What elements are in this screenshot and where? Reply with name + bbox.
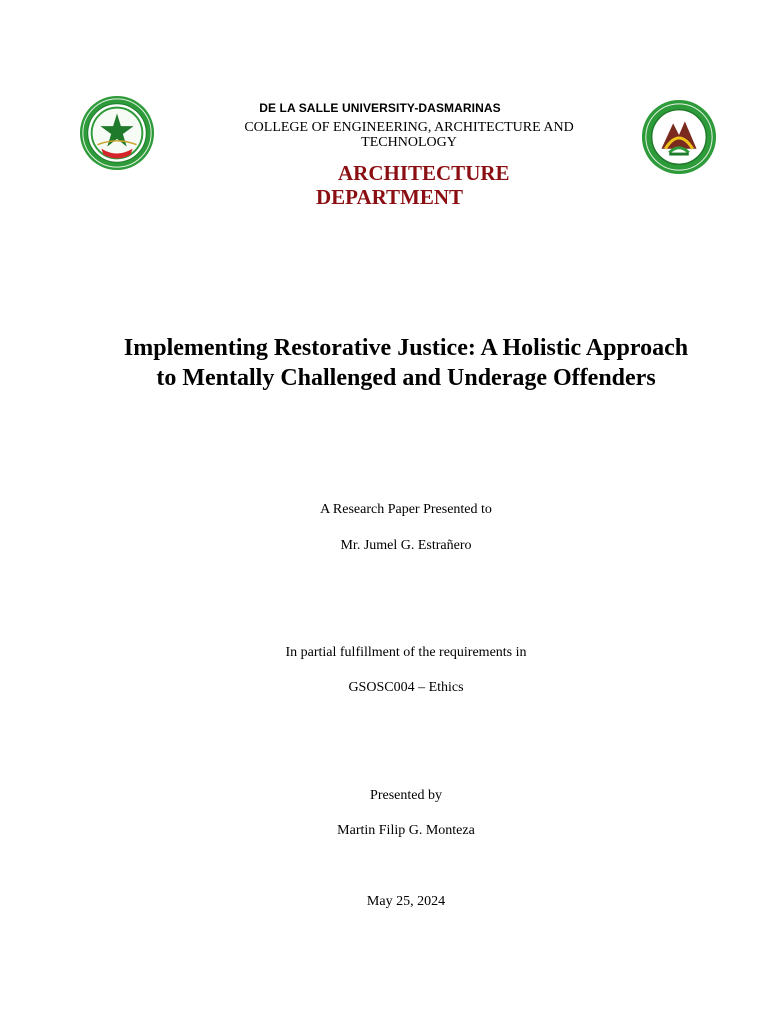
- university-seal-icon: [78, 94, 156, 172]
- college-name: COLLEGE OF ENGINEERING, ARCHITECTURE AND TECHNOLOGY: [244, 120, 574, 150]
- submission-date: May 25, 2024: [366, 894, 446, 909]
- fulfillment-label: In partial fulfillment of the requirements in: [285, 645, 527, 660]
- adviser-name: Mr. Jumel G. Estrañero: [340, 538, 472, 553]
- author-name: Martin Filip G. Monteza: [337, 823, 475, 838]
- department-name-line2: DEPARTMENT: [316, 185, 464, 209]
- course-name: GSOSC004 – Ethics: [348, 680, 464, 695]
- paper-title: Implementing Restorative Justice: A Holistic Approach to Mentally Challenged and Underage Offenders: [123, 335, 689, 391]
- university-name: DE LA SALLE UNIVERSITY-DASMARINAS: [259, 101, 501, 115]
- presented-by-label: Presented by: [370, 788, 442, 803]
- presented-to-label: A Research Paper Presented to: [320, 502, 492, 517]
- college-seal-icon: [640, 98, 718, 176]
- department-name-line1: ARCHITECTURE: [338, 161, 510, 185]
